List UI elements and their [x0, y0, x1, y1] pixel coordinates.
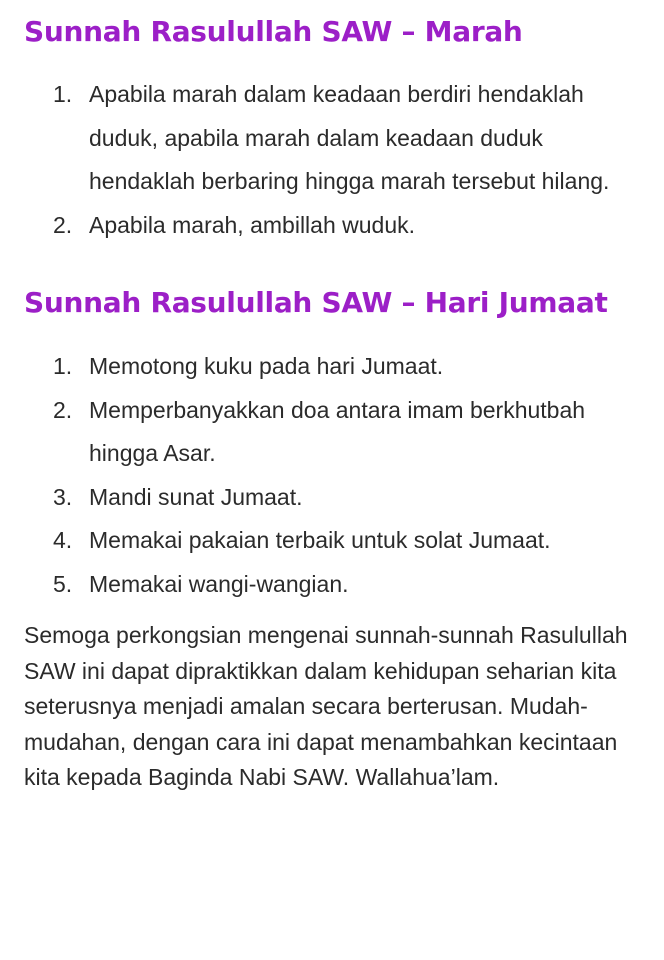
closing-paragraph: Semoga perkongsian mengenai sunnah-sunnah Rasulullah SAW ini dapat dipraktikkan dalam kehidupan seharian kita seterusnya menjadi amalan secara berterusan. Mudah-mudahan, dengan cara ini dapat menambahkan kecintaan kita kepada Baginda Nabi SAW. Wallahua’lam.	[24, 622, 628, 790]
list-item-number: 2.	[53, 211, 73, 238]
list-item-number: 4.	[53, 527, 73, 553]
list-item-text: Memakai wangi-wangian.	[89, 570, 349, 597]
list-item-text: Memotong kuku pada hari Jumaat.	[89, 353, 444, 379]
list-item-text: Apabila marah dalam keadaan berdiri hendaklah duduk, apabila marah dalam keadaan duduk hendaklah berbaring hingga marah tersebut hilang.	[89, 81, 610, 194]
list-item	[24, 476, 640, 520]
list-item-number: 5.	[53, 570, 73, 597]
list-item	[24, 204, 640, 248]
sunnah-list-marah	[24, 73, 640, 247]
section-title-hari-jumaat: Sunnah Rasulullah SAW – Hari Jumaat	[24, 286, 608, 319]
list-item-text: Mandi sunat Jumaat.	[89, 483, 303, 510]
section-title-marah: Sunnah Rasulullah SAW – Marah	[24, 15, 523, 48]
list-item-text: Apabila marah, ambillah wuduk.	[89, 211, 416, 238]
list-item-number: 2.	[53, 396, 73, 423]
list-item	[24, 345, 640, 389]
list-item	[24, 389, 640, 476]
list-item-number: 1.	[53, 353, 73, 379]
list-item-number: 3.	[53, 483, 73, 510]
list-item-number: 1.	[53, 81, 73, 107]
list-item-text: Memakai pakaian terbaik untuk solat Jumaat.	[89, 527, 551, 553]
list-item-text: Memperbanyakkan doa antara imam berkhutbah hingga Asar.	[89, 396, 586, 466]
list-item	[24, 73, 640, 204]
list-item	[24, 519, 640, 563]
sunnah-list-hari-jumaat	[24, 345, 640, 606]
list-item	[24, 563, 640, 607]
